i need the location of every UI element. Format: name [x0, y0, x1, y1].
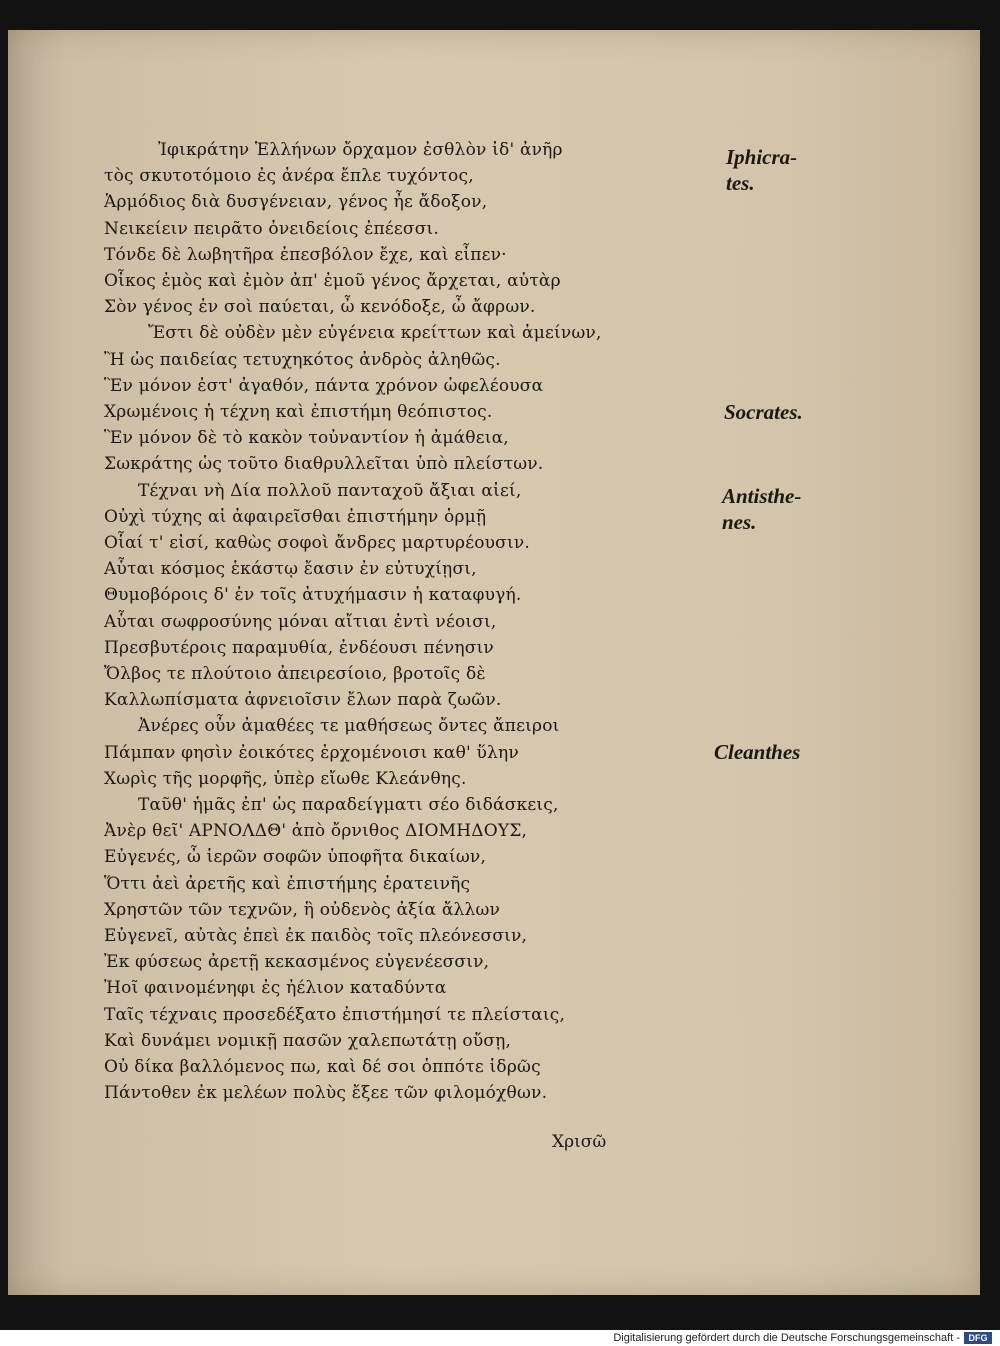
text-line: Πρεσβυτέροις παραμυθία, ἐνδέουσι πένησιν [104, 638, 494, 658]
dfg-logo: DFG [964, 1332, 992, 1344]
text-line: Ἰφικράτην Ἑλλήνων ὄρχαμον ἐσθλὸν ἰδ' ἀνῆρ [158, 140, 563, 160]
text-line: Οὐχὶ τύχης αἱ ἀφαιρεῖσθαι ἐπιστήμην ὁρμῇ [104, 507, 487, 527]
text-line: Χρωμένοις ἡ τέχνη καὶ ἐπιστήμη θεόπιστος. [104, 402, 493, 422]
text-line: Νεικείειν πειρᾶτο ὀνειδείοις ἐπέεσσι. [104, 219, 439, 239]
margin-note-socrates: Socrates. [724, 400, 803, 424]
text-line: Οὐ δίκα βαλλόμενος πω, καὶ δέ σοι ὁππότε ἱδρῶς [104, 1057, 541, 1077]
greek-poem-text [8, 30, 708, 1230]
text-line: Πάμπαν φησὶν ἐοικότες ἐρχομένοισι καθ' ὕλην [104, 743, 519, 763]
text-line: Ἓν μόνον ἐστ' ἀγαθόν, πάντα χρόνον ὠφελέουσα [104, 376, 544, 396]
text-line: Καλλωπίσματα ἀφνειοῖσιν ἔλων παρὰ ζωῶν. [104, 690, 502, 710]
footer-funding-text: Digitalisierung gefördert durch die Deutsche Forschungsgemeinschaft - [613, 1332, 960, 1344]
margin-note-iphicrates-line-1: Iphicra- [726, 145, 798, 169]
text-line: Ἠοῖ φαινομένηφι ἐς ἠέλιον καταδύντα [104, 978, 447, 998]
text-line: Ταῦθ' ἡμᾶς ἐπ' ὡς παραδείγματι σέο διδάσκεις, [138, 795, 559, 815]
text-line: Οἷαί τ' εἰσί, καθὼς σοφοὶ ἄνδρες μαρτυρέουσιν. [104, 533, 530, 553]
text-line: Σὸν γένος ἐν σοὶ παύεται, ὦ κενόδοξε, ὦ ἄφρων. [104, 297, 536, 317]
text-line: Ἔστι δὲ οὐδὲν μὲν εὐγένεια κρείττων καὶ ἀμείνων, [148, 323, 602, 343]
text-line: Καὶ δυνάμει νομικῇ πασῶν χαλεπωτάτῃ οὔσῃ, [104, 1031, 512, 1051]
text-line: τὸς σκυτοτόμοιο ἐς ἀνέρα ἔπλε τυχόντος, [104, 166, 474, 186]
text-line: Χρηστῶν τῶν τεχνῶν, ἣ οὐδενὸς ἀξία ἄλλων [104, 900, 501, 920]
text-line: Ἐκ φύσεως ἀρετῇ κεκασμένος εὐγενέεσσιν, [104, 952, 490, 972]
text-line: Σωκράτης ὡς τοῦτο διαθρυλλεῖται ὑπὸ πλείστων. [104, 454, 544, 474]
catchword: Χρισῶ [552, 1132, 607, 1152]
margin-note-iphicrates-line-2: tes. [726, 171, 755, 195]
text-line: Ἁρμόδιος διὰ δυσγένειαν, γένος ἦε ἄδοξον, [104, 192, 488, 212]
text-line: Αὗται κόσμος ἑκάστῳ ἔασιν ἐν εὐτυχίῃσι, [104, 559, 477, 579]
text-line: Τέχναι νὴ Δία πολλοῦ πανταχοῦ ἄξιαι αἰεί, [138, 481, 522, 501]
margin-note-antisthenes-line-2: nes. [722, 510, 757, 534]
text-line: Ὄλβος τε πλούτοιο ἀπειρεσίοιο, βροτοῖς δὲ [104, 664, 486, 684]
text-line: Ἀνέρες οὖν ἀμαθέες τε μαθήσεως ὄντες ἄπειροι [138, 716, 560, 736]
text-line: Εὐγενές, ὦ ἱερῶν σοφῶν ὑποφῆτα δικαίων, [104, 847, 487, 867]
text-line: Αὗται σωφροσύνης μόναι αἴτιαι ἐντὶ νέοισι, [104, 612, 497, 632]
text-line: Ἓν μόνον δὲ τὸ κακὸν τοὐναντίον ἡ ἀμάθεια, [104, 428, 509, 448]
text-line: Ὅττι ἀεὶ ἀρετῆς καὶ ἐπιστήμης ἐρατεινῆς [104, 874, 471, 894]
text-line: Θυμοβόροις δ' ἐν τοῖς ἀτυχήμασιν ἡ καταφυγή. [104, 585, 522, 605]
footer-bar [0, 1330, 1000, 1346]
text-line: Πάντοθεν ἐκ μελέων πολὺς ἔξεε τῶν φιλομόχθων. [104, 1083, 548, 1103]
margin-note-cleanthes: Cleanthes [714, 740, 801, 764]
margin-note-antisthenes-line-1: Antisthe- [722, 484, 802, 508]
text-line: Ταῖς τέχναις προσεδέξατο ἐπιστήμησί τε πλείσταις, [104, 1005, 566, 1025]
text-line: Εὐγενεῖ, αὐτὰς ἐπεὶ ἐκ παιδὸς τοῖς πλεόνεσσιν, [104, 926, 528, 946]
text-line: Χωρὶς τῆς μορφῆς, ὑπὲρ εἴωθε Κλεάνθης. [104, 769, 467, 789]
text-line: Ἢ ὡς παιδείας τετυχηκότος ἀνδρὸς ἀληθῶς. [104, 350, 501, 370]
book-page [8, 30, 980, 1295]
text-line: Τόνδε δὲ λωβητῆρα ἐπεσβόλον ἔχε, καὶ εἶπεν· [104, 245, 507, 265]
text-line: Οἶκος ἐμὸς καὶ ἐμὸν ἀπ' ἐμοῦ γένος ἄρχεται, αὐτὰρ [104, 271, 561, 291]
text-line: Ἀνὲρ θεῖ' ΑΡΝΟΛΔΘ' ἀπὸ ὄρνιθος ΔΙΟΜΗΔΟΥΣ, [104, 821, 528, 841]
